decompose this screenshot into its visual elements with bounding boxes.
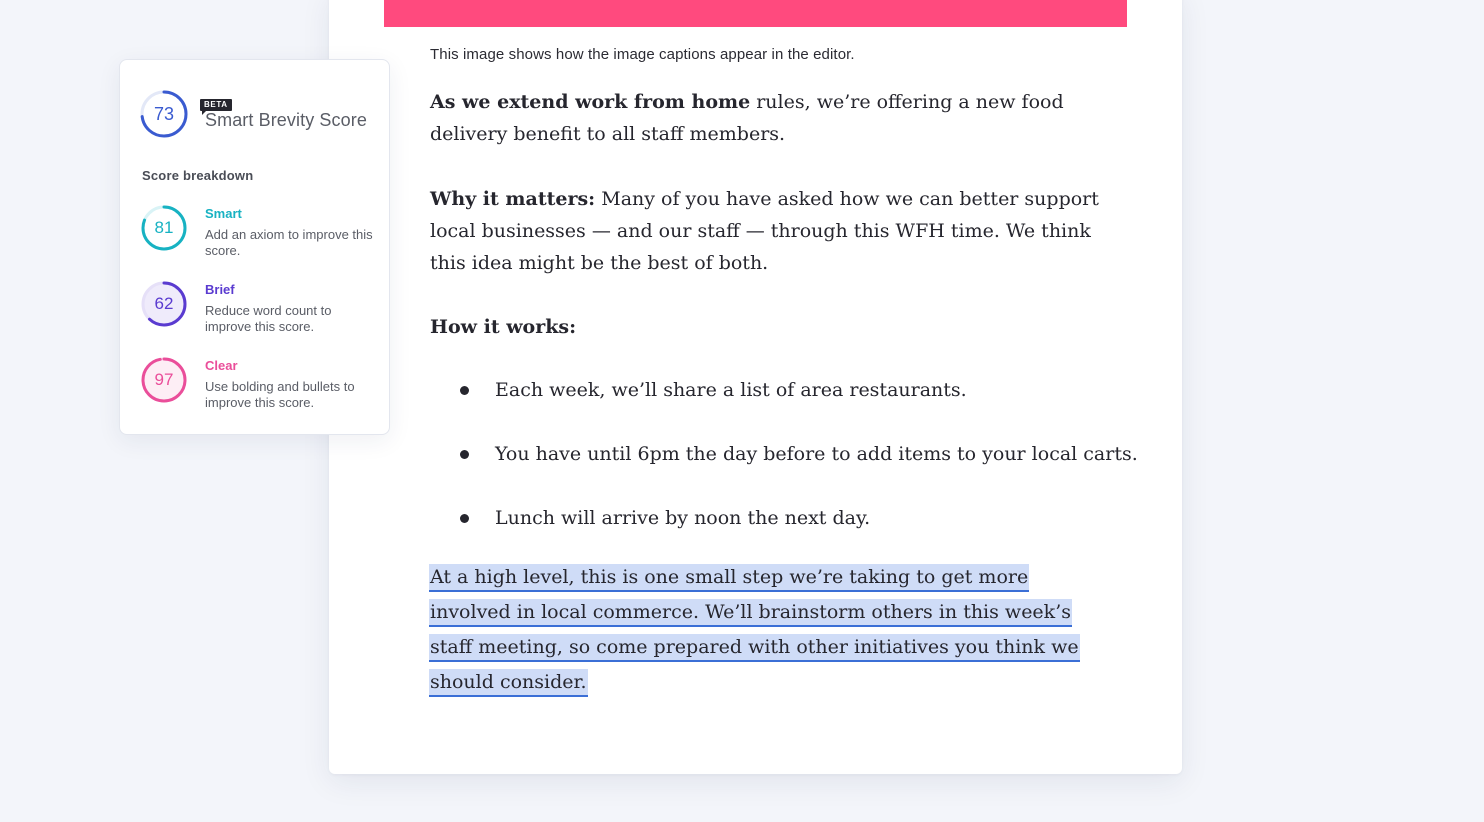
list-item[interactable]	[430, 438, 1150, 470]
paragraph-intro-rest: rules, we’re offering a new food delivery benefit to all staff members.	[430, 91, 1064, 145]
beta-badge: BETA	[200, 99, 232, 111]
selected-line: involved in local commerce. We’ll brainstorm others in this week’s	[429, 599, 1072, 627]
hero-image[interactable]	[384, 0, 1127, 27]
selected-line: should consider.	[429, 669, 588, 697]
clear-metric-description: Use bolding and bullets to improve this score.	[205, 379, 355, 410]
smart-score-ring	[140, 204, 188, 252]
list-item[interactable]	[430, 374, 1150, 406]
overall-score-ring	[140, 90, 188, 138]
clear-score-value: 97	[154, 370, 174, 389]
paragraph-why-bold: Why it matters:	[430, 188, 596, 210]
smart-score-value: 81	[154, 218, 174, 237]
smart-brevity-panel	[119, 59, 390, 435]
brief-score-ring	[140, 280, 188, 328]
smart-metric-name: Smart	[205, 206, 242, 221]
clear-metric-name: Clear	[205, 358, 238, 373]
bullet-list	[430, 374, 1150, 566]
list-item-text: Lunch will arrive by noon the next day.	[495, 507, 871, 529]
bullet-dot-icon	[460, 450, 469, 459]
editor-card	[329, 0, 1182, 774]
paragraph-intro[interactable]	[430, 86, 1130, 150]
bullet-dot-icon	[460, 386, 469, 395]
list-item[interactable]	[430, 502, 1150, 534]
panel-title: Smart Brevity Score	[205, 110, 367, 130]
list-item-text: You have until 6pm the day before to add items to your local carts.	[495, 443, 1138, 465]
how-it-works-heading[interactable]	[430, 311, 1130, 343]
paragraph-why-it-matters[interactable]	[430, 183, 1130, 279]
list-item-text: Each week, we’ll share a list of area restaurants.	[495, 379, 967, 401]
brief-metric-name: Brief	[205, 282, 235, 297]
image-caption[interactable]: This image shows how the image captions appear in the editor.	[430, 46, 855, 63]
overall-score-value: 73	[153, 104, 175, 124]
selected-line: staff meeting, so come prepared with other initiatives you think we	[429, 634, 1080, 662]
score-breakdown-label: Score breakdown	[142, 168, 254, 183]
clear-score-ring	[140, 356, 188, 404]
brief-metric-description: Reduce word count to improve this score.	[205, 303, 332, 334]
smart-metric-description: Add an axiom to improve this score.	[205, 227, 373, 258]
paragraph-intro-bold: As we extend work from home	[430, 91, 751, 113]
selected-paragraph[interactable]	[429, 561, 1089, 701]
brief-score-value: 62	[154, 294, 174, 313]
paragraph-why-rest: Many of you have asked how we can better support local businesses — and our staff — through this WFH time. We think this idea might be the best of both.	[430, 188, 1099, 274]
bullet-dot-icon	[460, 514, 469, 523]
selected-line: At a high level, this is one small step we’re taking to get more	[429, 564, 1029, 592]
how-it-works-heading-text: How it works:	[430, 316, 577, 338]
